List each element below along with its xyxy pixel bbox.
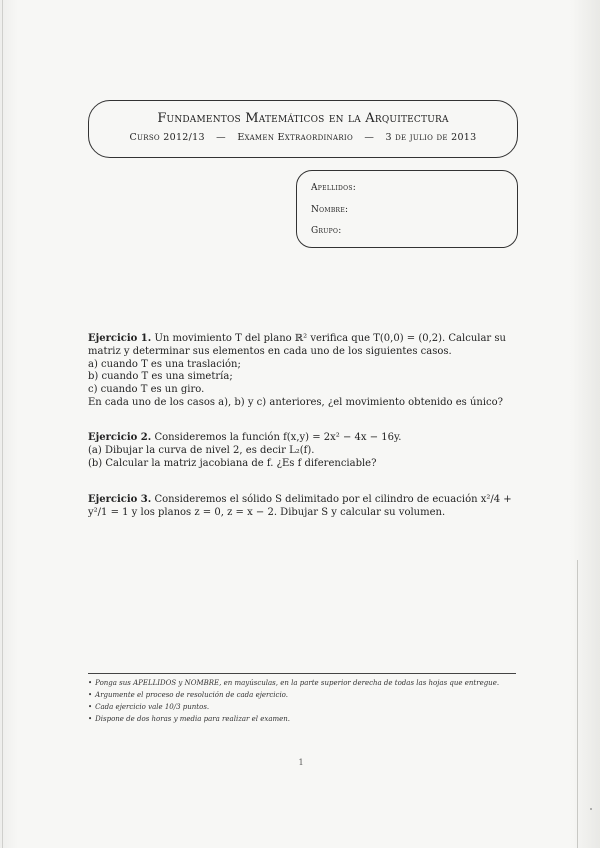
exercise-2-label: Ejercicio 2. — [88, 432, 152, 443]
surname-field-label: Apellidos: — [311, 183, 357, 193]
exercise-1-statement — [88, 333, 518, 359]
exercise-1-label: Ejercicio 1. — [88, 333, 152, 344]
exercise-2-item-b: (b) Calcular la matriz jacobiana de f. ¿Es f diferenciable? — [88, 457, 377, 469]
title-box — [88, 100, 518, 158]
scan-edge-left — [2, 0, 3, 848]
subtitle-separator-2: — — [364, 132, 375, 143]
exercise-1-closing: En cada uno de los casos a), b) y c) anteriores, ¿el movimiento obtenido es único? — [88, 396, 504, 408]
exam-title: Fundamentos Matemáticos en la Arquitectura — [157, 111, 449, 126]
exercise-2-statement — [88, 432, 518, 445]
exercise-1 — [88, 333, 518, 410]
footnote-divider — [88, 673, 516, 674]
exercise-3 — [88, 494, 518, 520]
exercise-2 — [88, 432, 518, 470]
page-number: 1 — [298, 758, 304, 767]
course-label: Curso 2012/13 — [129, 132, 205, 143]
exam-subtitle — [89, 132, 517, 143]
exam-date: 3 de julio de 2013 — [385, 132, 477, 143]
name-field-label: Nombre: — [311, 205, 349, 215]
footnotes — [88, 677, 528, 725]
exam-type: Examen Extraordinario — [237, 132, 354, 143]
exercise-3-statement — [88, 494, 518, 520]
footnote-item: • Dispone de dos horas y media para realizar el examen. — [88, 715, 291, 723]
exercise-3-label: Ejercicio 3. — [88, 494, 152, 505]
exercise-2-intro: Consideremos la función f(x,y) = 2x² − 4x − 16y. — [154, 432, 402, 443]
footnote-item: • Cada ejercicio vale 10/3 puntos. — [88, 703, 210, 711]
exercise-1-item-c: c) cuando T es un giro. — [88, 384, 205, 396]
exercise-1-item-b: b) cuando T es una simetría; — [88, 371, 233, 383]
scan-edge-right — [577, 560, 578, 848]
exercise-1-item-a: a) cuando T es una traslación; — [88, 358, 241, 370]
exercise-1-intro: Un movimiento T del plano ℝ² verifica que T(0,0) = (0,2). Calcular su matriz y determinar sus elementos en cada uno de los siguientes casos. — [88, 333, 506, 357]
group-field-label: Grupo: — [311, 226, 342, 236]
subtitle-separator: — — [216, 132, 226, 143]
footnote-item: • Ponga sus APELLIDOS y NOMBRE, en mayúsculas, en la parte superior derecha de todas las hojas que entregue. — [88, 679, 500, 687]
footnote-item: • Argumente el proceso de resolución de cada ejercicio. — [88, 691, 288, 699]
exercise-3-intro: Consideremos el sólido S delimitado por el cilindro de ecuación x²/4 + y²/1 = 1 y los planos z = 0, z = x − 2. Dibujar S y calcular su volumen. — [88, 494, 512, 518]
exercise-2-item-a: (a) Dibujar la curva de nivel 2, es decir L₂(f). — [88, 444, 315, 456]
scan-speck — [590, 808, 592, 810]
student-id-box — [296, 170, 518, 248]
